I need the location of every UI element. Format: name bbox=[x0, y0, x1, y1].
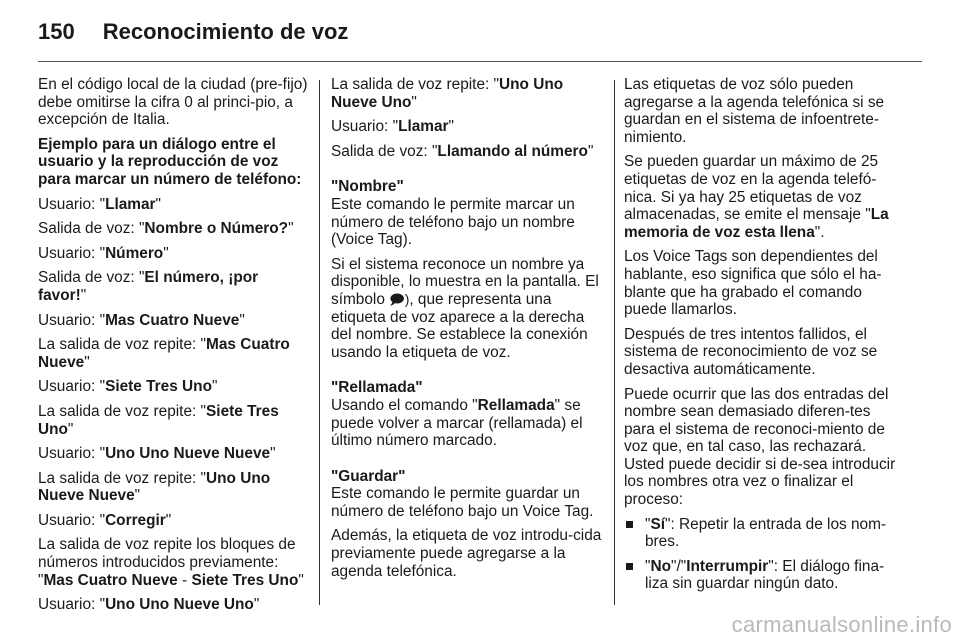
watermark: carmanualsonline.info bbox=[731, 612, 952, 637]
paragraph: Las etiquetas de voz sólo pueden agregarse a la agenda telefónica si se guardan en el sistema de infoentrete-nimiento. bbox=[624, 76, 885, 146]
dialog-line: La salida de voz repite: "Mas Cuatro Nueve" bbox=[38, 336, 290, 371]
dialog-line: La salida de voz repite: "Siete Tres Uno" bbox=[38, 402, 279, 438]
paragraph: La salida de voz repite los bloques de números introducidos previamente: "Mas Cuatro Nueve - Siete Tres Uno" bbox=[38, 536, 304, 589]
list-item: "Sí": Repetir la entrada de los nom-bres. bbox=[624, 516, 900, 551]
paragraph: Si el sistema reconoce un nombre ya disponible, lo muestra en la pantalla. El símbolo 🗩), que representa una etiqueta de voz aparece a la derecha del nombre. Se establece la conexión usando la etiqueta de voz. bbox=[331, 255, 599, 361]
paragraph: Se pueden guardar un máximo de 25 etiquetas de voz en la agenda telefó-nica. Si ya hay 25 etiquetas de voz almacenadas, se emite el mensaje "La memoria de voz esta llena". bbox=[624, 153, 889, 241]
dialog-line: Usuario: "Siete Tres Uno" bbox=[38, 378, 218, 396]
paragraph: Después de tres intentos fallidos, el sistema de reconocimiento de voz se desactiva automáticamente. bbox=[624, 325, 878, 378]
paragraph: Los Voice Tags son dependientes del hablante, eso significa que sólo el ha-blante que ha grabado el comando puede llamarlos. bbox=[624, 248, 882, 319]
page-title: Reconocimiento de voz bbox=[102, 19, 349, 44]
paragraph: Este comando le permite guardar un número de teléfono bajo un Voice Tag. bbox=[331, 485, 594, 520]
section-heading: Ejemplo para un diálogo entre el usuario y la reproducción de voz para marcar un número de teléfono: bbox=[38, 135, 302, 188]
dialog-line: La salida de voz repite: "Uno Uno Nueve Uno" bbox=[331, 76, 564, 111]
dialog-line: La salida de voz repite: "Uno Uno Nueve Nueve" bbox=[38, 469, 271, 505]
bullet-square-icon bbox=[626, 563, 633, 570]
dialog-line: Usuario: "Mas Cuatro Nueve" bbox=[38, 311, 245, 329]
column-middle bbox=[331, 76, 604, 587]
dialog-line: Salida de voz: "Nombre o Número?" bbox=[38, 220, 294, 238]
dialog-line: Usuario: "Llamar" bbox=[38, 195, 162, 213]
dialog-line: Usuario: "Llamar" bbox=[331, 118, 455, 136]
dialog-line: Salida de voz: "El número, ¡por favor!" bbox=[38, 269, 259, 304]
paragraph: Usando el comando "Rellamada" se puede volver a marcar (rellamada) el último número marcado. bbox=[331, 396, 583, 450]
command-heading: "Nombre" bbox=[331, 178, 404, 196]
paragraph: En el código local de la ciudad (pre-fijo) debe omitirse la cifra 0 al princi-pio, a excepción de Italia. bbox=[38, 76, 308, 129]
paragraph: Además, la etiqueta de voz introdu-cida previamente puede agregarse a la agenda telefónica. bbox=[331, 527, 602, 580]
column-left bbox=[38, 76, 308, 621]
paragraph: Este comando le permite marcar un número de teléfono bajo un nombre (Voice Tag). bbox=[331, 195, 575, 249]
column-divider bbox=[614, 80, 615, 605]
dialog-line: Usuario: "Uno Uno Nueve Nueve" bbox=[38, 445, 276, 463]
voice-tag-icon: 🗩) bbox=[389, 290, 410, 307]
dialog-line: Salida de voz: "Llamando al número" bbox=[331, 142, 594, 160]
dialog-line: Usuario: "Uno Uno Nueve Uno" bbox=[38, 596, 260, 614]
column-divider bbox=[319, 80, 320, 605]
page-header bbox=[38, 14, 348, 50]
dialog-line: Usuario: "Número" bbox=[38, 244, 169, 262]
paragraph: Puede ocurrir que las dos entradas del nombre sean demasiado diferen-tes para el sistema de reconoci-miento de voz que, en tal caso, las rechazará. Usted puede decidir si de-sea introducir los nombres otra vez o finalizar el proceso: bbox=[624, 385, 896, 509]
dialog-line: Usuario: "Corregir" bbox=[38, 511, 172, 529]
command-heading: "Guardar" bbox=[331, 467, 406, 485]
list-item: "No"/"Interrumpir": El diálogo fina-liza sin guardar ningún dato. bbox=[624, 558, 900, 593]
column-right bbox=[624, 76, 900, 600]
command-heading: "Rellamada" bbox=[331, 379, 423, 397]
bullet-square-icon bbox=[626, 521, 633, 528]
header-rule bbox=[38, 61, 922, 62]
page-number: 150 bbox=[38, 19, 75, 44]
